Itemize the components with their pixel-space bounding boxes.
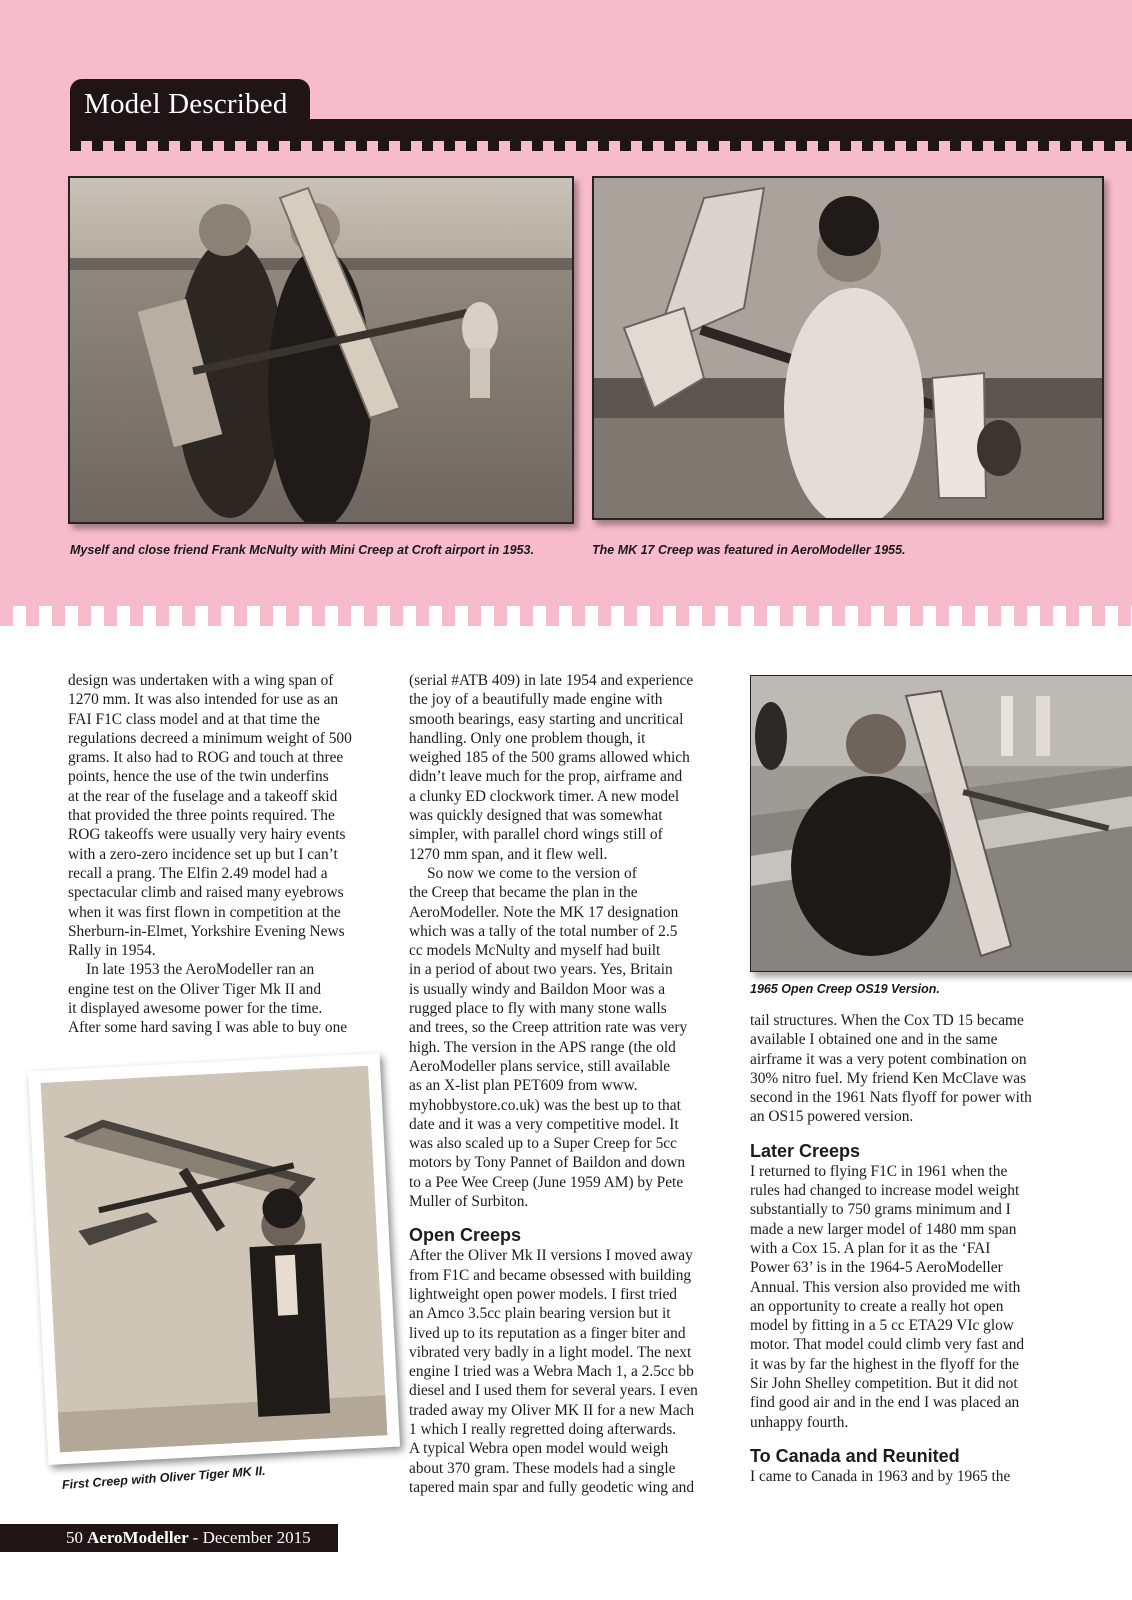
photo-mk17-creep: [592, 176, 1104, 520]
col2-paragraph-2: So now we come to the version of the Creep that became the plan in the AeroModeller. Note the MK 17 designation which was a tally of the total number of 2.5 cc models McNulty and myself had built in a period of about two years. Yes, Britain is usually windy and Baildon Moor was a rugged place to fly with many stone walls and trees, so the Creep attrition rate was very high. The version in the APS range (the old AeroModeller plans service, still available as an X-list plan PET609 from www. myhobbystore.co.uk) was the best up to that date and it was a very competitive model. It was also scaled up to a Super Creep for 5cc motors by Tony Pannet of Baildon and down to a Pee Wee Creep (June 1959 AM) by Pete Muller of Surbiton.: [409, 864, 688, 1211]
photo-mk17-image: [594, 178, 1102, 518]
photo-open-creep-image: [751, 676, 1132, 971]
photo-first-creep-image: [41, 1066, 388, 1453]
article-column-1: [68, 671, 388, 1038]
col3-paragraph-3: I came to Canada in 1963 and by 1965 the: [750, 1467, 1011, 1485]
magazine-name: AeroModeller: [87, 1528, 189, 1547]
page-number: 50: [66, 1528, 83, 1547]
header-rule: [70, 119, 1132, 141]
section-title: Model Described: [84, 87, 288, 120]
heading-open-creeps: Open Creeps: [409, 1225, 522, 1246]
article-column-2: [409, 671, 729, 1497]
caption-photo2: The MK 17 Creep was featured in AeroModeller 1955.: [592, 543, 906, 557]
caption-photo3: 1965 Open Creep OS19 Version.: [750, 982, 940, 996]
article-column-3: [750, 1011, 1080, 1486]
page-footer: [0, 1524, 338, 1552]
col1-paragraph-2: In late 1953 the AeroModeller ran an engine test on the Oliver Tiger Mk II and it displayed awesome power for the time. After some hard saving I was able to buy one: [68, 961, 348, 1037]
photo-open-creep-os19: [750, 675, 1132, 972]
col3-paragraph-1: tail structures. When the Cox TD 15 became available I obtained one and in the same airframe it was a very potent combination on 30% nitro fuel. My friend Ken McClave was second in the 1961 Nats flyoff for power with an OS15 powered version.: [750, 1012, 1032, 1126]
pink-band-scallop-edge: [0, 606, 1132, 626]
col1-paragraph-1: design was undertaken with a wing span of 1270 mm. It was also intended for use as an FAI F1C class model and at that time the regulations decreed a minimum weight of 500 grams. It also had to ROG and touch at three points, hence the use of the twin underfins at the rear of the fuselage and a takeoff skid that provided the three points required. The ROG takeoffs were usually very hairy events with a zero-zero incidence set up but I can’t recall a prang. The Elfin 2.49 model had a spectacular climb and raised many eyebrows when it was first flown in competition at the Sherburn-in-Elmet, Yorkshire Evening News Rally in 1954.: [68, 672, 352, 960]
photo-mini-creep-image: [70, 178, 572, 522]
caption-photo1: Myself and close friend Frank McNulty with Mini Creep at Croft airport in 1953.: [70, 543, 534, 557]
heading-later-creeps: Later Creeps: [750, 1140, 861, 1161]
header-rule-scallop: [70, 141, 1132, 151]
caption-photo4: First Creep with Oliver Tiger MK II.: [61, 1463, 266, 1492]
col2-paragraph-1: (serial #ATB 409) in late 1954 and experience the joy of a beautifully made engine with smooth bearings, easy starting and uncritical handling. Only one problem though, it weighed 185 of the 500 grams allowed which didn’t leave much for the prop, airframe and a clunky ED clockwork timer. A new model was quickly designed that was somewhat simpler, with parallel chord wings still of 1270 mm span, and it flew well.: [409, 672, 694, 863]
photo-first-creep-frame: [28, 1053, 400, 1465]
photo-mini-creep-croft: [68, 176, 574, 524]
col3-paragraph-2: I returned to flying F1C in 1961 when the rules had changed to increase model weight substantially to 750 grams minimum and I made a new larger model of 1480 mm span with a Cox 15. A plan for it as the ‘FAI Power 63’ is in the 1964-5 AeroModeller Annual. This version also provided me with an opportunity to create a really hot open model by fitting in a 5 cc ETA29 VIc glow motor. That model could climb very fast and it was by far the highest in the flyoff for the Sir John Shelley competition. But it did not find good air and in the end I was placed an unhappy fourth.: [750, 1162, 1025, 1431]
col2-paragraph-3: After the Oliver Mk II versions I moved away from F1C and became obsessed with building lightweight open power models. I first tried an Amco 3.5cc plain bearing version but it lived up to its reputation as a finger biter and vibrated very badly in a light model. The next engine I tried was a Webra Mach 1, a 2.5cc bb diesel and I used them for several years. I even traded away my Oliver MK II for a new Mach 1 which I really regretted doing afterwards. A typical Webra open model would weigh about 370 gram. These models had a single tapered main spar and fully geodetic wing and: [409, 1247, 698, 1496]
heading-to-canada: To Canada and Reunited: [750, 1445, 960, 1466]
issue-date: - December 2015: [192, 1528, 311, 1547]
